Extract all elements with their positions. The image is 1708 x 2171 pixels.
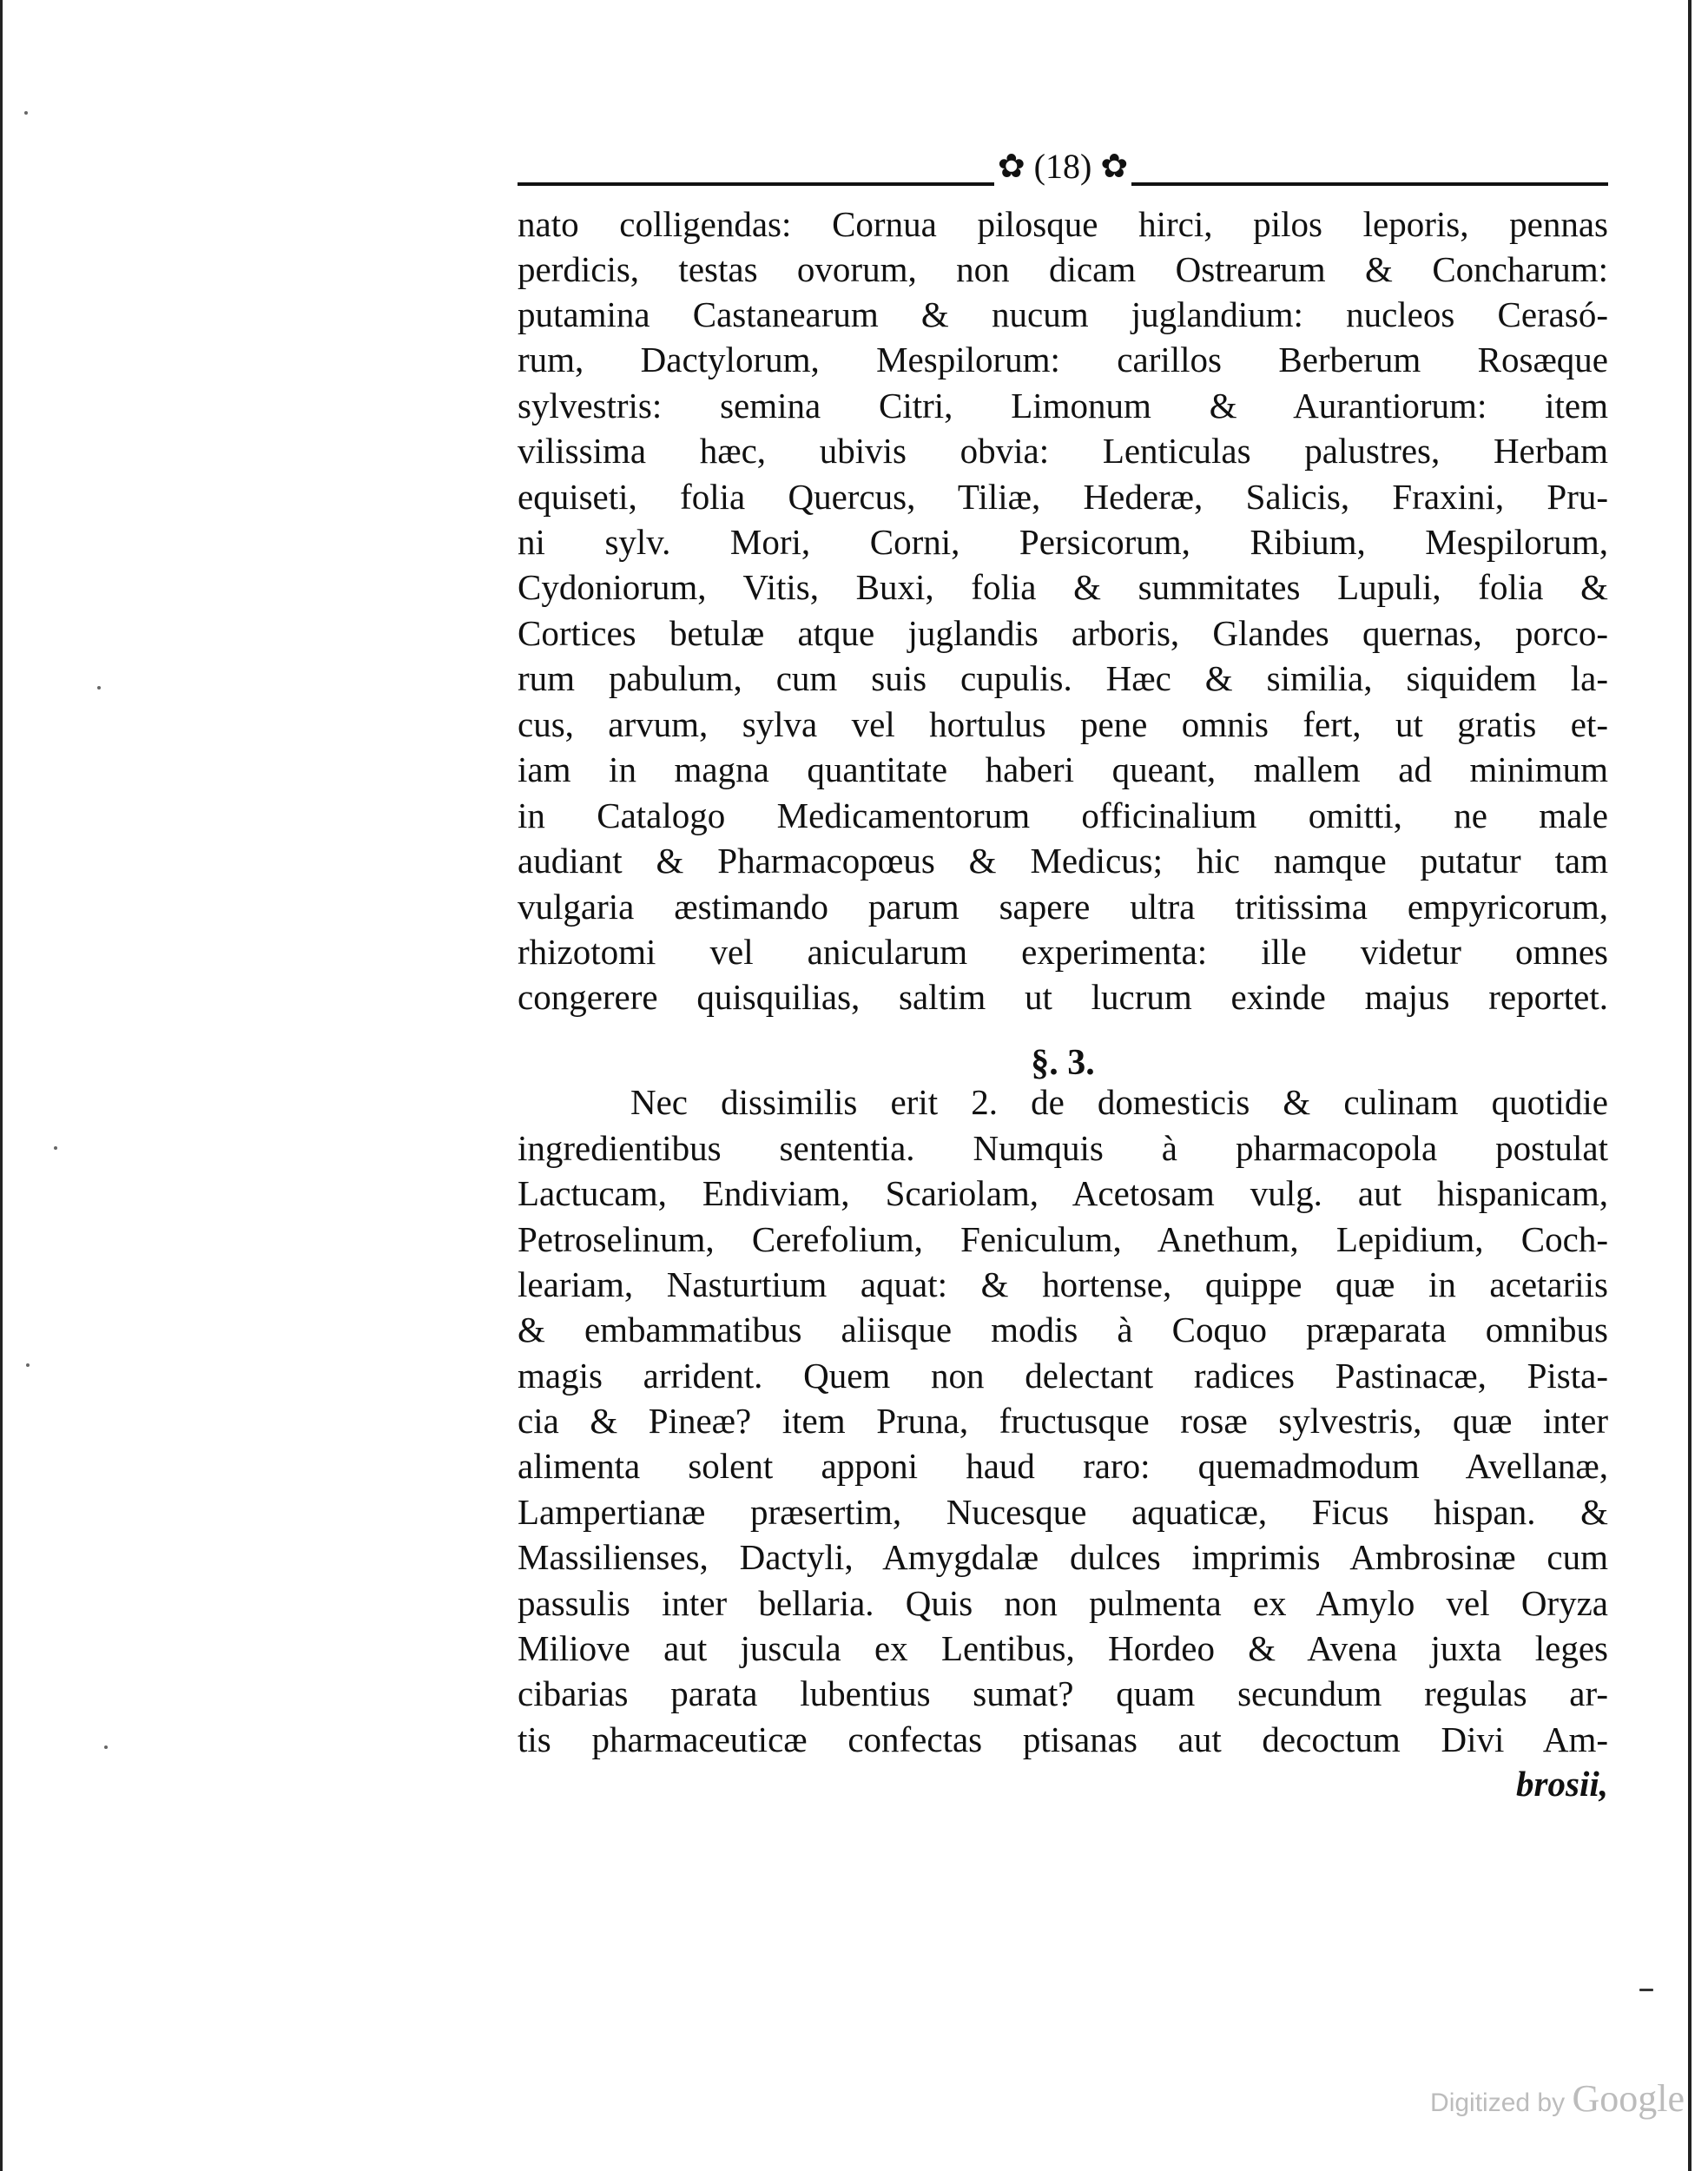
fleuron-right-icon: ✿ bbox=[1097, 146, 1131, 188]
speck bbox=[54, 1146, 57, 1150]
page-header bbox=[518, 146, 1608, 188]
text-line: rum, Dactylorum, Mespilorum: carillos Berberum Rosæque bbox=[518, 340, 1608, 379]
text-line: Lactucam, Endiviam, Scariolam, Acetosam vulg. aut hispanicam, bbox=[518, 1173, 1608, 1213]
page-edge-right bbox=[1688, 0, 1692, 2171]
text-line: perdicis, testas ovorum, non dicam Ostrearum & Concharum: bbox=[518, 249, 1608, 289]
text-line: Massilienses, Dactyli, Amygdalæ dulces imprimis Ambrosinæ cum bbox=[518, 1537, 1608, 1577]
text-line: Miliove aut juscula ex Lentibus, Hordeo & Avena juxta leges bbox=[518, 1628, 1608, 1668]
catchword: brosii, bbox=[1516, 1764, 1608, 1804]
speck bbox=[104, 1745, 108, 1749]
page-edge-left bbox=[0, 0, 3, 2171]
page-number: (18) bbox=[1029, 147, 1098, 186]
speck bbox=[97, 686, 101, 690]
text-line: putamina Castanearum & nucum juglandium: nucleos Cerasó- bbox=[518, 294, 1608, 334]
text-line: equiseti, folia Quercus, Tiliæ, Hederæ, Salicis, Fraxini, Pru- bbox=[518, 477, 1608, 517]
text-line: passulis inter bellaria. Quis non pulmenta ex Amylo vel Oryza bbox=[518, 1583, 1608, 1623]
text-line: & embammatibus aliisque modis à Coquo præparata omnibus bbox=[518, 1310, 1608, 1349]
text-line: rum pabulum, cum suis cupulis. Hæc & similia, siquidem la- bbox=[518, 658, 1608, 698]
text-line: audiant & Pharmacopœus & Medicus; hic namque putatur tam bbox=[518, 841, 1608, 881]
text-line: Nec dissimilis erit 2. de domesticis & culinam quotidie bbox=[630, 1082, 1608, 1122]
text-line: rhizotomi vel anicularum experimenta: ille videtur omnes bbox=[518, 932, 1608, 972]
text-line: tis pharmaceuticæ confectas ptisanas aut decoctum Divi Am- bbox=[518, 1719, 1608, 1759]
text-line: vilissima hæc, ubivis obvia: Lenticulas palustres, Herbam bbox=[518, 431, 1608, 471]
text-line: cia & Pineæ? item Pruna, fructusque rosæ sylvestris, quæ inter bbox=[518, 1401, 1608, 1441]
text-line: in Catalogo Medicamentorum officinalium omitti, ne male bbox=[518, 795, 1608, 835]
text-line: iam in magna quantitate haberi queant, mallem ad minimum bbox=[518, 749, 1608, 789]
text-line: Cydoniorum, Vitis, Buxi, folia & summitates Lupuli, folia & bbox=[518, 567, 1608, 607]
speck bbox=[24, 111, 28, 115]
fleuron-left-icon: ✿ bbox=[994, 146, 1029, 188]
section-heading: §. 3. bbox=[1031, 1043, 1095, 1083]
text-line: nato colligendas: Cornua pilosque hirci, pilos leporis, pennas bbox=[518, 204, 1608, 244]
text-line: cus, arvum, sylva vel hortulus pene omnis fert, ut gratis et- bbox=[518, 704, 1608, 744]
text-line: vulgaria æstimando parum sapere ultra tritissima empyricorum, bbox=[518, 887, 1608, 927]
text-line: alimenta solent apponi haud raro: quemadmodum Avellanæ, bbox=[518, 1446, 1608, 1486]
text-line: leariam, Nasturtium aquat: & hortense, quippe quæ in acetariis bbox=[518, 1264, 1608, 1304]
text-line: congerere quisquilias, saltim ut lucrum exinde majus reportet. bbox=[518, 977, 1608, 1017]
watermark-prefix: Digitized by bbox=[1430, 2089, 1566, 2117]
text-line: magis arrident. Quem non delectant radices Pastinacæ, Pista- bbox=[518, 1356, 1608, 1396]
text-line: cibarias parata lubentius sumat? quam secundum regulas ar- bbox=[518, 1673, 1608, 1713]
text-line: ingredientibus sententia. Numquis à pharmacopola postulat bbox=[518, 1128, 1608, 1168]
watermark-brand: Google bbox=[1572, 2077, 1685, 2120]
text-line: sylvestris: semina Citri, Limonum & Aurantiorum: item bbox=[518, 386, 1608, 426]
digitized-watermark bbox=[1372, 2077, 1685, 2121]
text-line: Lampertianæ præsertim, Nucesque aquaticæ, Ficus hispan. & bbox=[518, 1492, 1608, 1532]
speck bbox=[1639, 1989, 1653, 1991]
text-line: ni sylv. Mori, Corni, Persicorum, Ribium, Mespilorum, bbox=[518, 522, 1608, 562]
text-line: Petroselinum, Cerefolium, Feniculum, Anethum, Lepidium, Coch- bbox=[518, 1219, 1608, 1259]
text-line: Cortices betulæ atque juglandis arboris, Glandes quernas, porco- bbox=[518, 613, 1608, 653]
speck bbox=[26, 1363, 30, 1367]
